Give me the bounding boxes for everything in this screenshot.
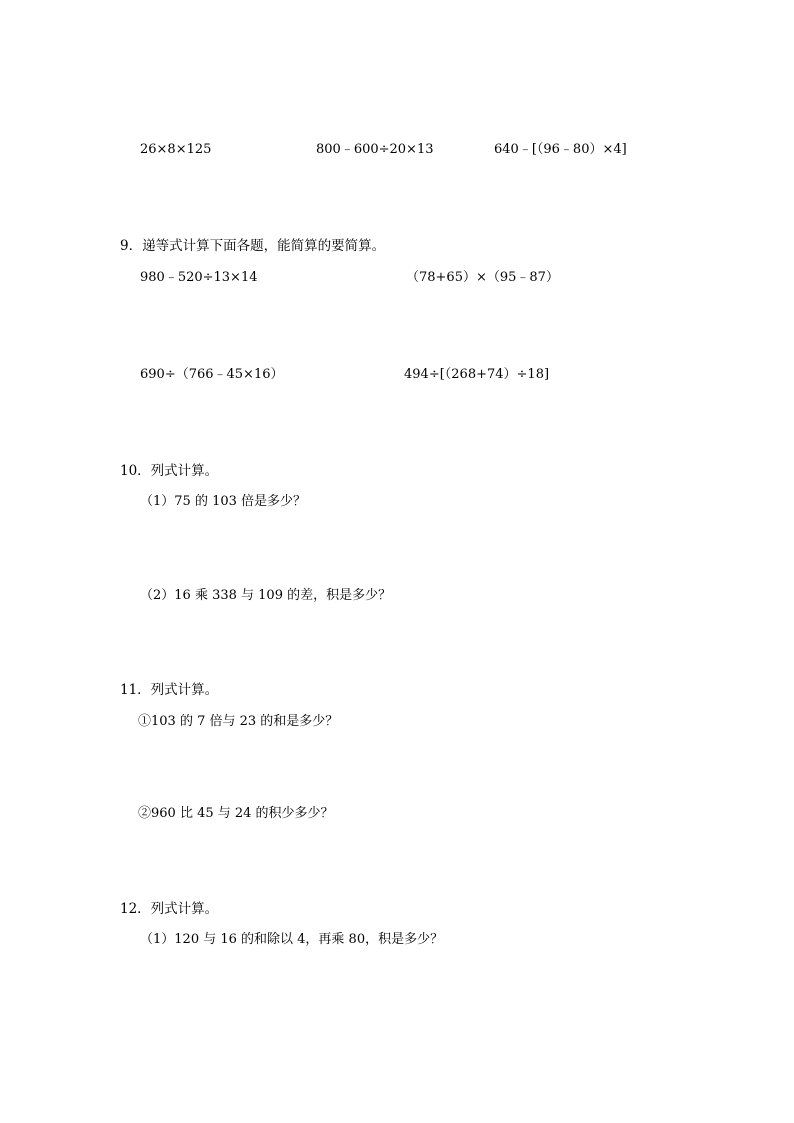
top-expression-3: 640﹣[（96﹣80）×4]: [494, 142, 627, 157]
question-11-part-2: ②960 比 45 与 24 的积少多少？: [138, 806, 334, 821]
question-12-title: 12．列式计算。: [120, 901, 219, 917]
top-expression-2: 800﹣600÷20×13: [316, 142, 434, 157]
question-9-expression-1: 980﹣520÷13×14: [140, 270, 258, 285]
question-10-title: 10．列式计算。: [120, 463, 219, 479]
question-9-expression-4: 494÷[（268+74）÷18]: [404, 367, 550, 382]
top-expression-1: 26×8×125: [140, 142, 212, 157]
question-10-part-2: （2）16 乘 338 与 109 的差，积是多少？: [140, 588, 392, 603]
question-9-title: 9．递等式计算下面各题，能简算的要简算。: [120, 238, 386, 254]
question-10-part-1: （1）75 的 103 倍是多少？: [140, 494, 307, 509]
question-9-expression-2: （78+65）×（95﹣87）: [406, 270, 559, 285]
question-11-part-1: ①103 的 7 倍与 23 的和是多少？: [138, 714, 339, 729]
question-9-expression-3: 690÷（766﹣45×16）: [140, 367, 284, 382]
question-11-title: 11．列式计算。: [120, 682, 219, 698]
question-12-part-1: （1）120 与 16 的和除以 4，再乘 80，积是多少？: [140, 932, 444, 947]
